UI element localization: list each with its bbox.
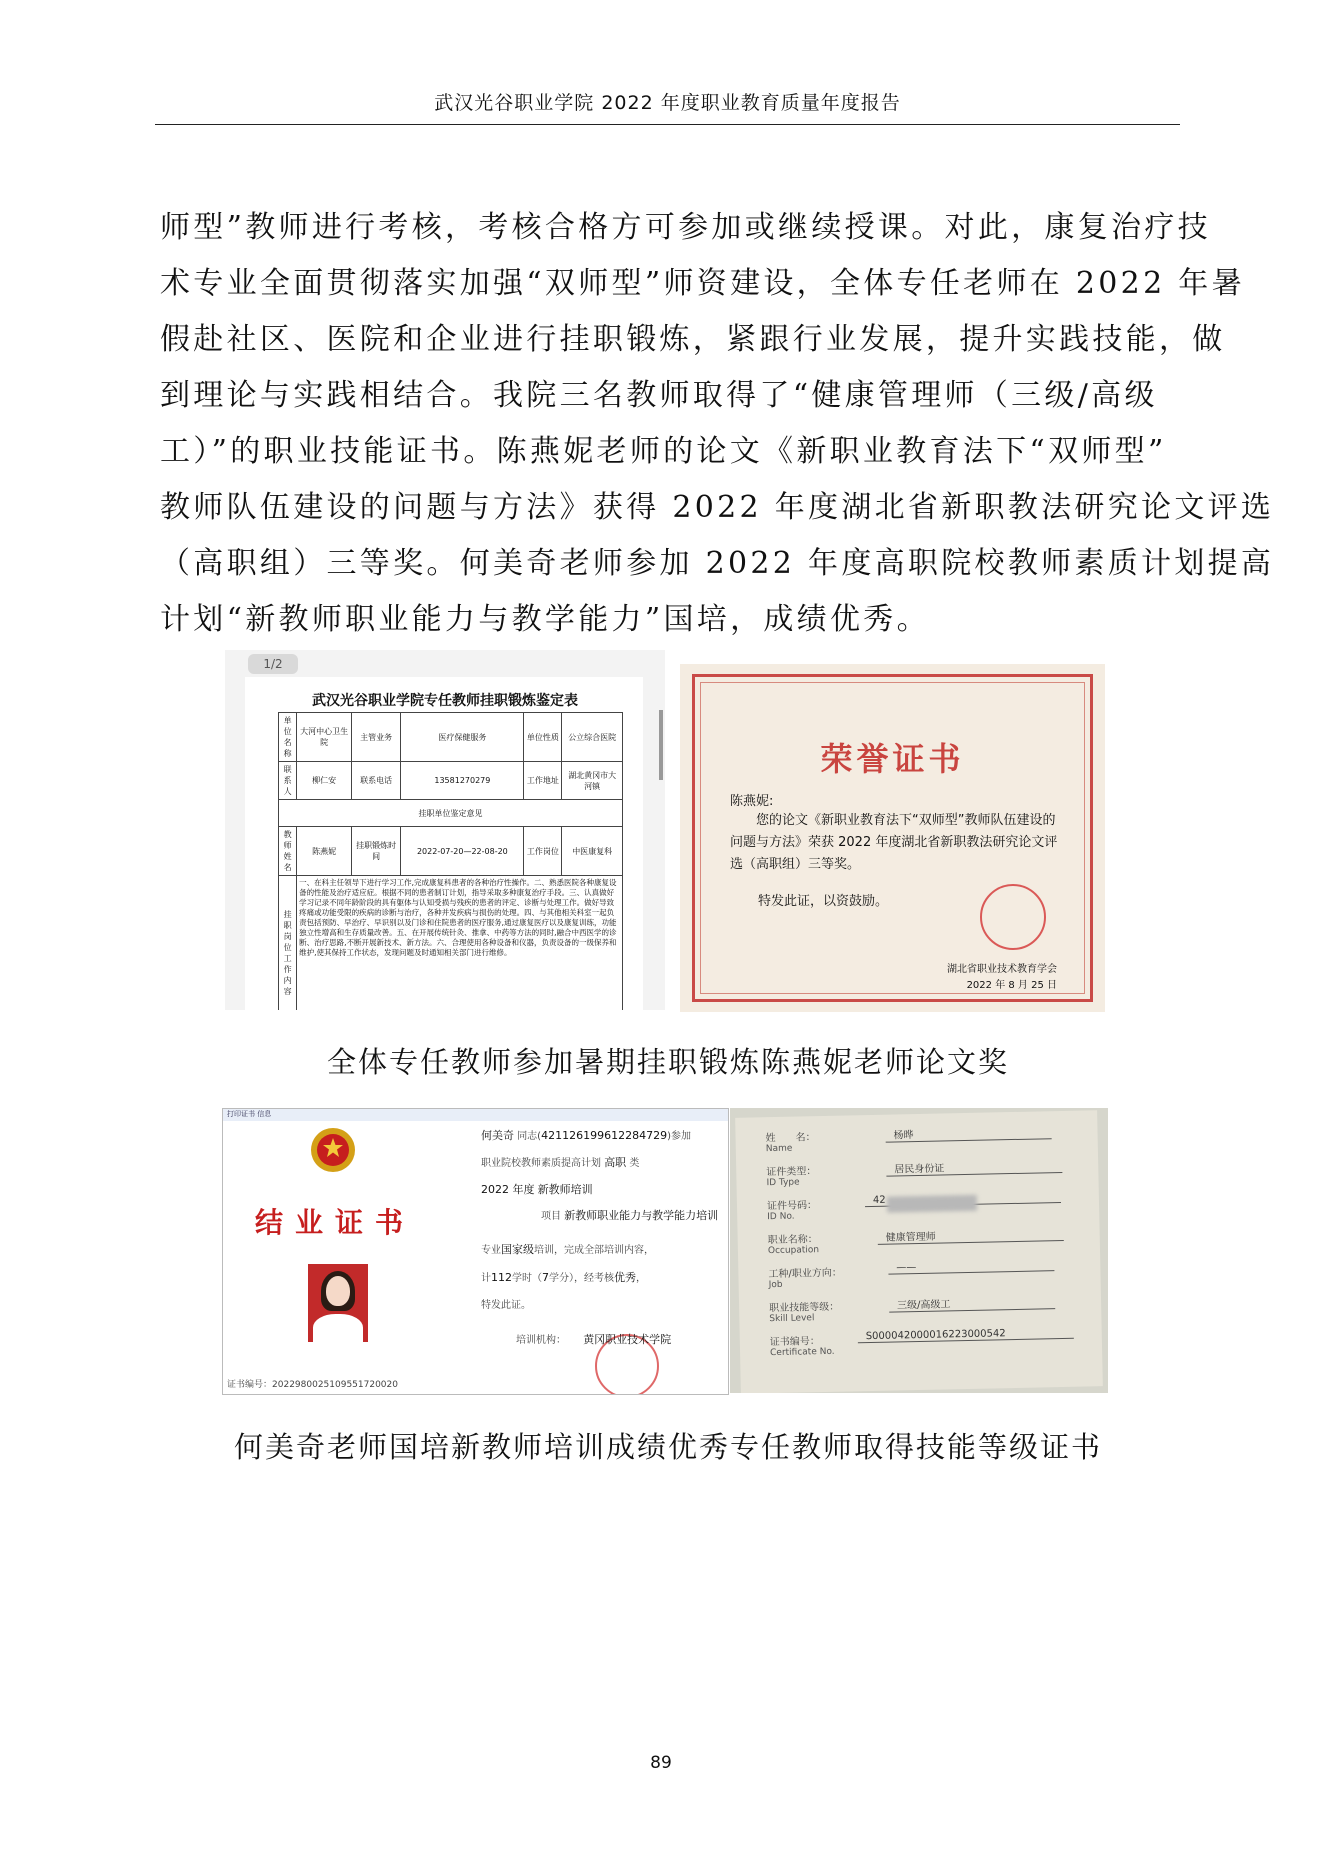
form-cell: 公立综合医院 <box>562 713 623 762</box>
completion-level: 高职 <box>604 1156 627 1169</box>
skill-value: 居民身份证 <box>886 1157 1062 1177</box>
honor-issuer: 湖北省职业技术教育学会 <box>947 964 1057 975</box>
completion-program-type: 类 <box>629 1158 640 1169</box>
skill-row-certno <box>770 1332 835 1358</box>
completion-program: 职业院校教师素质提高计划 <box>481 1158 601 1169</box>
form-cell: 陈燕妮 <box>297 827 352 876</box>
page-indicator: 1/2 <box>248 654 298 674</box>
cert-number-label: 证书编号： <box>227 1380 273 1390</box>
body-line: 工）”的职业技能证书。陈燕妮老师的论文《新职业教育法下“双师型” <box>160 434 1167 469</box>
completion-grade: 国家级 <box>501 1243 534 1256</box>
form-cell: 2022-07-20—22-08-20 <box>401 827 524 876</box>
form-cell: 挂职岗位工作内容 <box>279 876 297 1011</box>
completion-line <box>481 1181 593 1197</box>
form-cell: 中医康复科 <box>562 827 623 876</box>
skill-row-job <box>768 1264 842 1291</box>
skill-certificate-image <box>730 1108 1108 1393</box>
form-cell: 单位名称 <box>279 713 297 762</box>
body-line: 到理论与实践相结合。我院三名教师取得了“健康管理师（三级/高级 <box>160 378 1158 413</box>
skill-row-idtype <box>766 1162 817 1188</box>
completion-name: 何美奇 <box>481 1129 514 1142</box>
skill-value: 三级/高级工 <box>889 1293 1055 1312</box>
completion-year: 2022 年度 <box>481 1183 535 1196</box>
skill-value: 健康管理师 <box>878 1225 1064 1245</box>
completion-line <box>481 1241 654 1257</box>
form-cell: 单位性质 <box>524 713 562 762</box>
skill-label-en: ID No. <box>767 1211 795 1223</box>
honor-date: 2022 年 8 月 25 日 <box>966 980 1057 991</box>
completion-id-prefix: 同志( <box>517 1131 542 1142</box>
skill-row-name <box>765 1128 816 1154</box>
skill-label-en: Job <box>768 1279 783 1291</box>
completion-hours-unit: 学时（ <box>512 1273 542 1284</box>
completion-line <box>541 1207 721 1223</box>
running-header: 武汉光谷职业学院 2022 年度职业教育质量年度报告 <box>434 92 901 114</box>
form-title: 武汉光谷职业学院专任教师挂职锻炼鉴定表 <box>312 693 578 709</box>
skill-label: 证件号码： <box>766 1200 818 1213</box>
completion-line <box>481 1269 646 1285</box>
honor-certificate-image <box>680 664 1105 1012</box>
completion-certificate-image <box>222 1108 729 1395</box>
form-section-heading: 挂职单位鉴定意见 <box>279 800 623 827</box>
honor-body: 您的论文《新职业教育法下“双师型”教师队伍建设的问题与方法》荣获 2022 年度湖北省新职教法研究论文评选（高职组）三等奖。 <box>730 813 1058 872</box>
form-table <box>278 712 623 1010</box>
red-seal-stamp <box>980 884 1046 950</box>
skill-row-level <box>769 1298 840 1324</box>
completion-credits: 7 <box>542 1271 549 1284</box>
body-line: 假赴社区、医院和企业进行挂职锻炼，紧跟行业发展，提升实践技能，做 <box>160 322 1226 357</box>
skill-label-en: Certificate No. <box>769 1346 835 1359</box>
completion-hours-label: 计 <box>481 1273 491 1284</box>
skill-label: 工种/职业方向： <box>768 1267 842 1281</box>
redaction-blur <box>887 1195 977 1213</box>
honor-recipient: 陈燕妮: <box>730 794 774 809</box>
scrollbar <box>659 710 663 780</box>
skill-label-en: Skill Level <box>769 1313 815 1325</box>
completion-cert-number <box>227 1377 398 1390</box>
completion-result-end: ， <box>636 1273 646 1284</box>
skill-label: 证书编号： <box>769 1336 820 1349</box>
page-number: 89 <box>650 1753 672 1773</box>
body-line: 术专业全面贯彻落实加强“双师型”师资建设，全体专任老师在 2022 年暑 <box>160 266 1245 301</box>
portrait-face <box>326 1276 350 1306</box>
form-cell: 湖北黄冈市大河镇 <box>562 762 623 800</box>
completion-project: 新教师职业能力与教学能力培训 <box>564 1209 719 1222</box>
skill-row-occupation <box>768 1230 820 1256</box>
form-cell: 医疗保健服务 <box>401 713 524 762</box>
body-paragraph <box>160 200 1275 648</box>
completion-text: 培训，完成全部培训内容， <box>534 1245 654 1256</box>
form-cell: 13581270279 <box>401 762 524 800</box>
form-cell: 教师姓名 <box>279 827 297 876</box>
skill-label-en: Name <box>765 1143 793 1155</box>
skill-value: —— <box>888 1259 1054 1274</box>
body-line: 教师队伍建设的问题与方法》获得 2022 年度湖北省新职教法研究论文评选 <box>160 490 1275 525</box>
completion-training: 新教师培训 <box>537 1183 593 1196</box>
completion-hours: 112 <box>491 1271 512 1284</box>
skill-row-idno <box>767 1196 818 1222</box>
completion-certify: 特发此证。 <box>481 1300 531 1311</box>
skill-value: 杨晔 <box>885 1123 1051 1142</box>
form-cell: 主管业务 <box>352 713 401 762</box>
completion-id: 421126199612284729 <box>541 1129 668 1142</box>
completion-line <box>516 1331 671 1347</box>
national-emblem-icon <box>308 1125 358 1175</box>
portrait-shirt <box>313 1314 363 1342</box>
viewer-toolbar: 打印证书 信息 <box>223 1109 729 1121</box>
honor-closing: 特发此证，以资鼓励。 <box>758 894 889 909</box>
appraisal-form-image <box>225 650 665 1010</box>
form-cell: 柳仁安 <box>297 762 352 800</box>
cert-number-value: 2022980025109551720020 <box>272 1380 398 1390</box>
skill-label-en: ID Type <box>766 1177 800 1189</box>
skill-value: 42 <box>865 1191 1061 1207</box>
honor-title: 荣誉证书 <box>820 740 965 778</box>
completion-org: 黄冈职业技术学院 <box>583 1333 672 1346</box>
body-line: （高职组）三等奖。何美奇老师参加 2022 年度高职院校教师素质计划提高 <box>160 546 1275 581</box>
form-cell: 大河中心卫生院 <box>297 713 352 762</box>
completion-credits-unit: 学分），经考核 <box>549 1273 614 1284</box>
completion-line <box>481 1154 639 1170</box>
skill-label: 职业名称： <box>767 1234 818 1247</box>
skill-label: 职业技能等级： <box>769 1301 840 1315</box>
completion-result: 优秀 <box>614 1271 636 1284</box>
completion-major-label: 专业 <box>481 1245 501 1256</box>
skill-value: S000042000016223000542 <box>858 1327 1074 1344</box>
header-divider <box>155 124 1180 125</box>
skill-label-en: Occupation <box>767 1245 820 1257</box>
completion-org-label: 培训机构： <box>516 1335 566 1346</box>
form-cell: 联系人 <box>279 762 297 800</box>
skill-label: 证件类型： <box>766 1166 817 1179</box>
figure-caption: 何美奇老师国培新教师培训成绩优秀专任教师取得技能等级证书 <box>233 1430 1102 1464</box>
portrait-photo <box>308 1264 368 1342</box>
completion-id-suffix: )参加 <box>667 1131 691 1142</box>
figure-caption: 全体专任教师参加暑期挂职锻炼陈燕妮老师论文奖 <box>326 1045 1009 1079</box>
form-cell: 挂职锻炼时间 <box>352 827 401 876</box>
form-cell: 工作岗位 <box>524 827 562 876</box>
form-cell: 联系电话 <box>352 762 401 800</box>
completion-project-label: 项目 <box>541 1211 561 1222</box>
form-duties: 一、在科主任领导下进行学习工作,完成康复科患者的各种治疗性操作。二、熟悉医院各种康复设备的性能及治疗适应症。根据不同的患者制订计划，指导采取多种康复治疗手段。三、认真做好学习记录不同年龄阶段的具有躯体与认知受损与残疾的患者的评定、诊断与处理工作。做好导致疼痛或功能受限的疾病的诊断与治疗，各种并发疾病与损伤的处理。四、与其他相关科室一起负责包括预防、早治疗、早识别以及门诊和住院患者的医疗服务,通过康复医疗以及康复训练，功能独立性增高和生存质量改善。五、在开展传统针灸、推拿、中药等方法的同时,融合中西医学的诊断、治疗思路,不断开展新技术、新方法。六、合理使用各种设备和仪器，负责设备的一级保养和维护,使其保持工作状态，发现问题及时通知相关部门进行维修。 <box>297 876 623 1011</box>
body-line: 师型”教师进行考核，考核合格方可参加或继续授课。对此，康复治疗技 <box>160 210 1211 245</box>
completion-line <box>481 1127 691 1143</box>
certificate-paper <box>735 1110 1103 1393</box>
form-cell: 工作地址 <box>524 762 562 800</box>
completion-title: 结业证书 <box>255 1206 416 1239</box>
body-line: 计划“新教师职业能力与教学能力”国培，成绩优秀。 <box>160 602 930 637</box>
skill-label: 姓 名： <box>765 1132 816 1145</box>
